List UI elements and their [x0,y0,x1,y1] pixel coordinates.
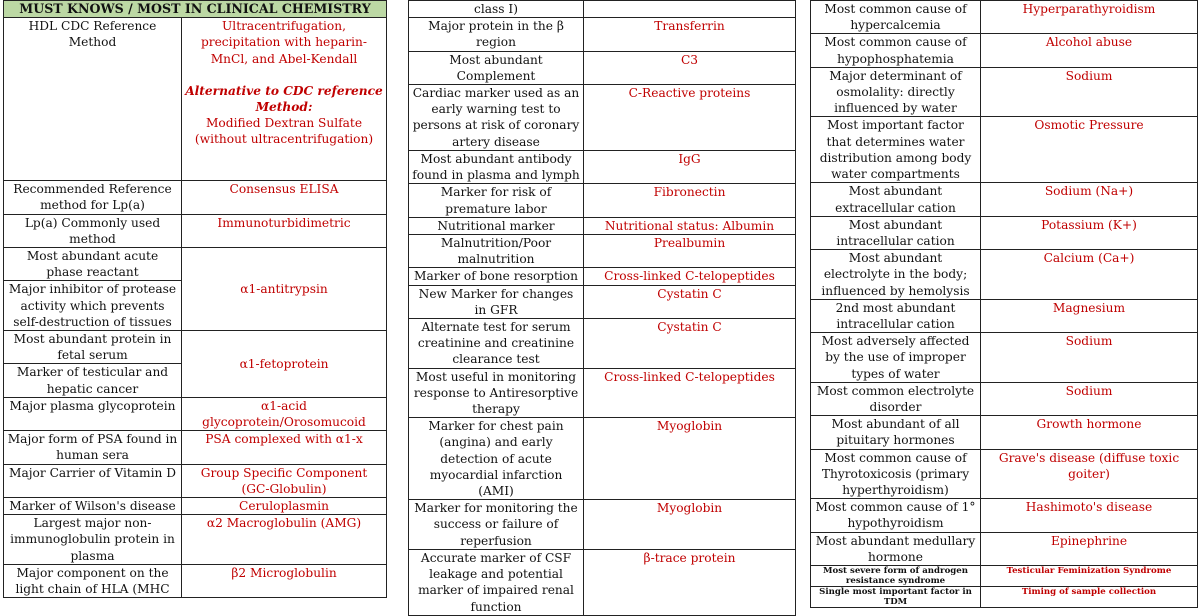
table-row [409,1,796,18]
table-row [4,498,387,515]
table-row [409,549,796,615]
question-cell: Most abundant acute phase reactant [4,248,182,281]
answer-cell: Hashimoto's disease [981,499,1198,532]
question-cell: Alternate test for serum creatinine and creatinine clearance test [409,319,584,369]
answer-cell: C3 [584,51,796,84]
table-row [409,235,796,268]
question-cell: Marker of bone resorption [409,268,584,285]
question-cell: Marker for monitoring the success or failure of reperfusion [409,500,584,550]
answer-cell: Testicular Feminization Syndrome [981,566,1198,587]
question-cell: Most common cause of hypercalcemia [811,1,981,34]
answer-cell [584,1,796,18]
answer-cell: Hyperparathyroidism [981,1,1198,34]
table-row [409,268,796,285]
answer-cell: Sodium (Na+) [981,183,1198,216]
table-row [409,319,796,369]
question-cell: New Marker for changes in GFR [409,285,584,318]
question-cell: Marker of Wilson's disease [4,498,182,515]
table-row [811,333,1198,383]
table-row [409,51,796,84]
answer-cell: α1-antitrypsin [182,248,387,331]
table-row [409,18,796,51]
column-2 [408,0,795,616]
table-row [811,117,1198,183]
table-row [4,181,387,214]
answer-cell: Epinephrine [981,532,1198,565]
question-cell: Most abundant antibody found in plasma and lymph [409,151,584,184]
answer-cell: β2 Microglobulin [182,564,387,597]
question-cell: Most severe form of androgen resistance syndrome [811,566,981,587]
question-cell: Cardiac marker used as an early warning test to persons at risk of coronary artery disease [409,85,584,151]
question-cell: Most abundant intracellular cation [811,216,981,249]
question-cell: Most adversely affected by the use of improper types of water [811,333,981,383]
question-cell: Marker for chest pain (angina) and early detection of acute myocardial infarction (AMI) [409,418,584,500]
answer-cell: Growth hormone [981,416,1198,449]
answer-cell: PSA complexed with α1-x [182,431,387,464]
table-row [4,464,387,497]
table-row [409,418,796,500]
answer-cell: α1-acid glycoprotein/Orosomucoid [182,397,387,430]
question-cell: 2nd most abundant intracellular cation [811,299,981,332]
question-cell: Most abundant of all pituitary hormones [811,416,981,449]
column-3 [810,0,1197,608]
answer-cell: Sodium [981,333,1198,383]
answer-cell: Magnesium [981,299,1198,332]
question-cell: Nutritional marker [409,217,584,234]
table-row [4,515,387,565]
answer-cell: β-trace protein [584,549,796,615]
answer-text: Ultracentrifugation, precipitation with heparin-MnCl, and Abel-Kendall [200,19,368,66]
table-row [409,500,796,550]
column-1 [3,0,386,598]
question-cell: Single most important factor in TDM [811,587,981,608]
table-row [409,368,796,418]
answer-cell: Transferrin [584,18,796,51]
question-cell: Major inhibitor of protease activity which prevents self-destruction of tissues [4,281,182,331]
table-row [811,566,1198,587]
table-row [811,416,1198,449]
question-cell: Most abundant medullary hormone [811,532,981,565]
table-row [811,34,1198,67]
question-cell: Most useful in monitoring response to Antiresorptive therapy [409,368,584,418]
table-row [811,299,1198,332]
table-row [811,587,1198,608]
question-cell: Largest major non-immunoglobulin protein in plasma [4,515,182,565]
answer-cell: Calcium (Ca+) [981,250,1198,300]
answer-cell: Grave's disease (diffuse toxic goiter) [981,449,1198,499]
question-cell: Most abundant Complement [409,51,584,84]
answer-cell: Nutritional status: Albumin [584,217,796,234]
table-row [811,382,1198,415]
table-row [4,564,387,597]
answer-cell [182,18,387,181]
answer-cell: Potassium (K+) [981,216,1198,249]
question-cell: Lp(a) Commonly used method [4,214,182,247]
answer-cell: Cystatin C [584,319,796,369]
table-column-3 [810,0,1198,608]
question-cell: Most common electrolyte disorder [811,382,981,415]
question-cell: Most common cause of hypophosphatemia [811,34,981,67]
answer-cell: Consensus ELISA [182,181,387,214]
answer-cell: Prealbumin [584,235,796,268]
table-row [4,214,387,247]
alternative-value: Modified Dextran Sulfate (without ultracentrifugation) [194,116,374,147]
table-row [811,449,1198,499]
answer-cell: Sodium [981,67,1198,117]
answer-cell: Timing of sample collection [981,587,1198,608]
table-row [4,431,387,464]
answer-cell: Ceruloplasmin [182,498,387,515]
answer-cell: Immunoturbidimetric [182,214,387,247]
question-cell: Marker for risk of premature labor [409,184,584,217]
question-cell: Major Carrier of Vitamin D [4,464,182,497]
question-cell: Malnutrition/Poor malnutrition [409,235,584,268]
table-row [811,499,1198,532]
answer-cell: Sodium [981,382,1198,415]
answer-cell: Group Specific Component (GC-Globulin) [182,464,387,497]
answer-cell: C-Reactive proteins [584,85,796,151]
table-row [409,285,796,318]
table-row [811,250,1198,300]
table-row [4,397,387,430]
table-row [811,216,1198,249]
table-column-2 [408,0,796,616]
answer-cell: Alcohol abuse [981,34,1198,67]
answer-cell: Fibronectin [584,184,796,217]
answer-cell: Myoglobin [584,500,796,550]
table-row [811,532,1198,565]
question-cell: Recommended Reference method for Lp(a) [4,181,182,214]
question-cell: Most common cause of Thyrotoxicosis (primary hyperthyroidism) [811,449,981,499]
table-row [811,67,1198,117]
answer-cell: Osmotic Pressure [981,117,1198,183]
table-row [409,85,796,151]
question-cell: Major protein in the β region [409,18,584,51]
table-row [409,151,796,184]
question-cell: Most abundant electrolyte in the body; influenced by hemolysis [811,250,981,300]
question-cell: Major plasma glycoprotein [4,397,182,430]
question-cell: Major determinant of osmolality: directly influenced by water [811,67,981,117]
table-column-1 [3,0,387,598]
answer-cell: Cross-linked C-telopeptides [584,268,796,285]
answer-cell: α1-fetoprotein [182,331,387,398]
answer-cell: Cross-linked C-telopeptides [584,368,796,418]
answer-cell: IgG [584,151,796,184]
table-row [811,1,1198,34]
answer-cell: Myoglobin [584,418,796,500]
question-cell: Most common cause of 1° hypothyroidism [811,499,981,532]
table-row [409,184,796,217]
question-cell: Major component on the light chain of HLA (MHC [4,564,182,597]
table-row [811,183,1198,216]
question-cell: Most abundant extracellular cation [811,183,981,216]
table-row [4,331,387,364]
answer-cell: α2 Macroglobulin (AMG) [182,515,387,565]
question-cell: Accurate marker of CSF leakage and potential marker of impaired renal function [409,549,584,615]
question-cell: Most abundant protein in fetal serum [4,331,182,364]
answer-cell: Cystatin C [584,285,796,318]
table-row [4,18,387,181]
question-cell: Marker of testicular and hepatic cancer [4,364,182,397]
question-cell: Most important factor that determines water distribution among body water compartments [811,117,981,183]
table-row [4,248,387,281]
question-cell: class I) [409,1,584,18]
alternative-label: Alternative to CDC reference Method: [185,83,383,115]
question-cell: Major form of PSA found in human sera [4,431,182,464]
question-cell: HDL CDC Reference Method [4,18,182,181]
page-title: MUST KNOWS / MOST IN CLINICAL CHEMISTRY [4,1,387,18]
table-row [409,217,796,234]
